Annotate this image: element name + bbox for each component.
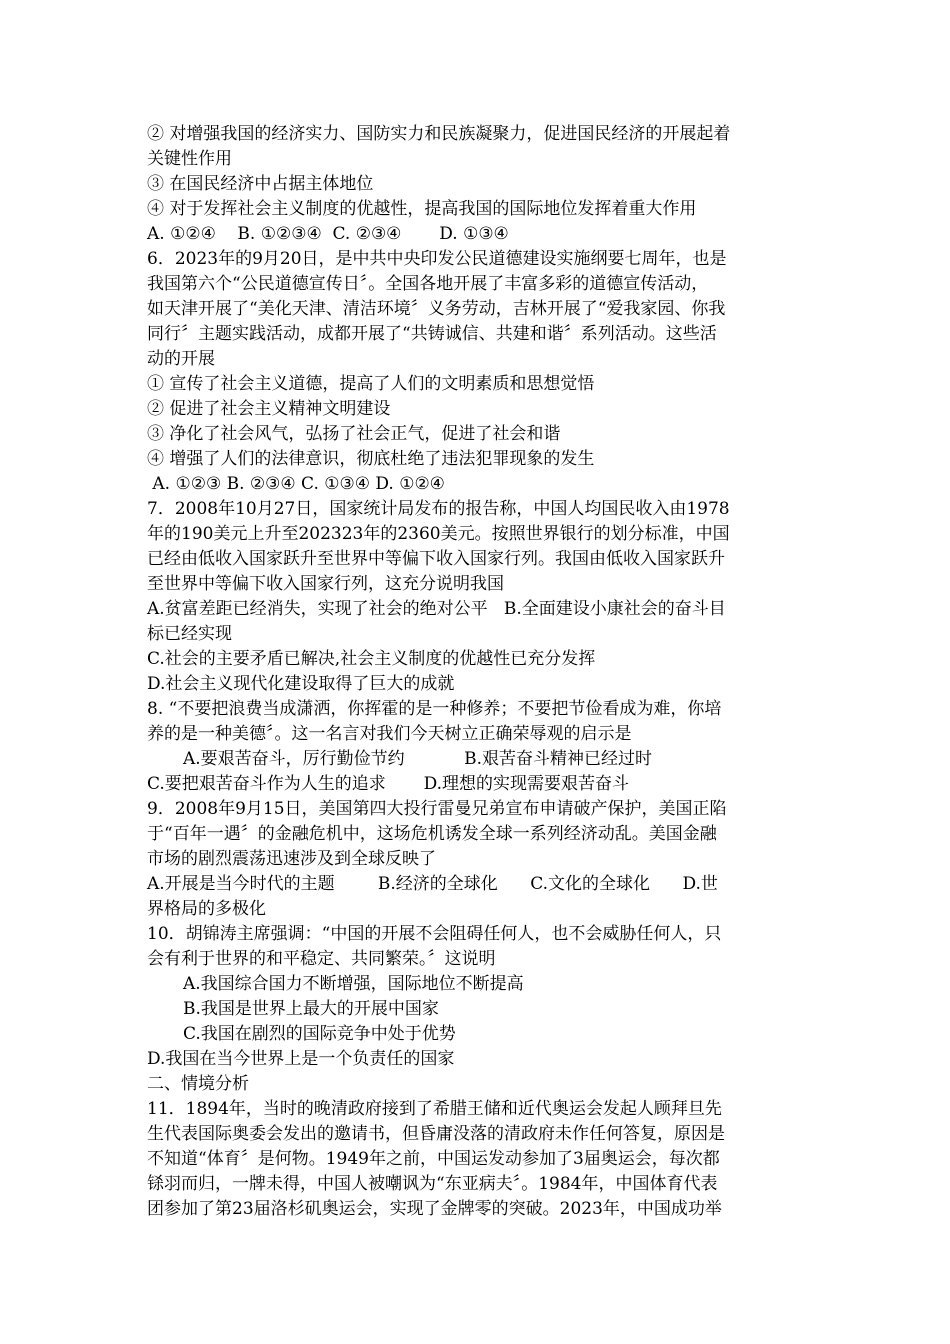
section-heading: 二、情境分析 bbox=[147, 1074, 249, 1094]
text-line: 铩羽而归，一牌未得，中国人被嘲讽为“东亚病夫〞。1984年，中国体育代表 bbox=[147, 1174, 718, 1194]
text-line: ④ 增强了人们的法律意识，彻底杜绝了违法犯罪现象的发生 bbox=[147, 449, 595, 469]
text-line: 不知道“体育〞是何物。1949年之前，中国运发动参加了3届奥运会，每次都 bbox=[147, 1149, 720, 1169]
text-line: 会有利于世界的和平稳定、共同繁荣。〞这说明 bbox=[147, 949, 496, 969]
question-6: 6．2023年的9月20日，是中共中央印发公民道德建设实施纲要七周年，也是 bbox=[147, 249, 727, 269]
answer-option: 标已经实现 bbox=[147, 624, 232, 644]
text-line: 关键性作用 bbox=[147, 149, 232, 169]
answer-option: A.要艰苦奋斗，厉行勤俭节约 B.艰苦奋斗精神已经过时 bbox=[183, 749, 653, 769]
text-line: ② 促进了社会主义精神文明建设 bbox=[147, 399, 391, 419]
text-line: 已经由低收入国家跃升至世界中等偏下收入国家行列。我国由低收入国家跃升 bbox=[147, 549, 725, 569]
text-line: ④ 对于发挥社会主义制度的优越性，提高我国的国际地位发挥着重大作用 bbox=[147, 199, 697, 219]
question-11: 11．1894年，当时的晚清政府接到了希腊王储和近代奥运会发起人顾拜旦先 bbox=[147, 1099, 722, 1119]
answer-options: A. ①②④ B. ①②③④ C. ②③④ D. ①③④ bbox=[147, 224, 509, 244]
text-line: 养的是一种美德〞。这一名言对我们今天树立正确荣辱观的启示是 bbox=[147, 724, 632, 744]
answer-option: C.我国在剧烈的国际竞争中处于优势 bbox=[183, 1024, 456, 1044]
text-line: 动的开展 bbox=[147, 349, 215, 369]
text-line: 年的190美元上升至202323年的2360美元。按照世界银行的划分标准，中国 bbox=[147, 524, 730, 544]
text-line: 于“百年一遇〞的金融危机中，这场危机诱发全球一系列经济动乱。美国金融 bbox=[147, 824, 717, 844]
question-10: 10．胡锦涛主席强调：“中国的开展不会阻碍任何人，也不会威胁任何人，只 bbox=[147, 924, 722, 944]
text-line: ② 对增强我国的经济实力、国防实力和民族凝聚力，促进国民经济的开展起着 bbox=[147, 124, 731, 144]
answer-options: A. ①②③ B. ②③④ C. ①③④ D. ①②④ bbox=[147, 474, 445, 494]
question-8: 8. “不要把浪费当成潇洒，你挥霍的是一种修养；不要把节俭看成为难，你培 bbox=[147, 699, 722, 719]
answer-option: C.社会的主要矛盾已解决,社会主义制度的优越性已充分发挥 bbox=[147, 649, 596, 669]
text-line: 市场的剧烈震荡迅速涉及到全球反映了 bbox=[147, 849, 436, 869]
text-line: ① 宣传了社会主义道德，提高了人们的文明素质和思想觉悟 bbox=[147, 374, 595, 394]
answer-option: 界格局的多极化 bbox=[147, 899, 266, 919]
text-line: 同行〞主题实践活动，成都开展了“共铸诚信、共建和谐〞系列活动。这些活 bbox=[147, 324, 717, 344]
answer-option: C.要把艰苦奋斗作为人生的追求 D.理想的实现需要艰苦奋斗 bbox=[147, 774, 630, 794]
answer-option: A.贫富差距已经消失，实现了社会的绝对公平 B.全面建设小康社会的奋斗目 bbox=[147, 599, 726, 619]
text-line: 我国第六个“公民道德宣传日〞。全国各地开展了丰富多彩的道德宣传活动， bbox=[147, 274, 709, 294]
answer-option: A.我国综合国力不断增强，国际地位不断提高 bbox=[183, 974, 524, 994]
text-line: ③ 在国民经济中占据主体地位 bbox=[147, 174, 374, 194]
answer-option: A.开展是当今时代的主题 B.经济的全球化 C.文化的全球化 D.世 bbox=[147, 874, 718, 894]
text-line: ③ 净化了社会风气，弘扬了社会正气，促进了社会和谐 bbox=[147, 424, 561, 444]
answer-option: D.我国在当今世界上是一个负责任的国家 bbox=[147, 1049, 455, 1069]
answer-option: D.社会主义现代化建设取得了巨大的成就 bbox=[147, 674, 455, 694]
answer-option: B.我国是世界上最大的开展中国家 bbox=[183, 999, 439, 1019]
text-line: 生代表国际奥委会发出的邀请书，但昏庸没落的清政府未作任何答复，原因是 bbox=[147, 1124, 725, 1144]
text-line: 至世界中等偏下收入国家行列，这充分说明我国 bbox=[147, 574, 504, 594]
document-body bbox=[147, 122, 807, 1222]
text-line: 如天津开展了“美化天津、清洁环境〞义务劳动，吉林开展了“爱我家园、你我 bbox=[147, 299, 726, 319]
text-line: 团参加了第23届洛杉矶奥运会，实现了金牌零的突破。2023年，中国成功举 bbox=[147, 1199, 722, 1219]
question-9: 9．2008年9月15日，美国第四大投行雷曼兄弟宣布申请破产保护，美国正陷 bbox=[147, 799, 727, 819]
question-7: 7．2008年10月27日，国家统计局发布的报告称，中国人均国民收入由1978 bbox=[147, 499, 730, 519]
